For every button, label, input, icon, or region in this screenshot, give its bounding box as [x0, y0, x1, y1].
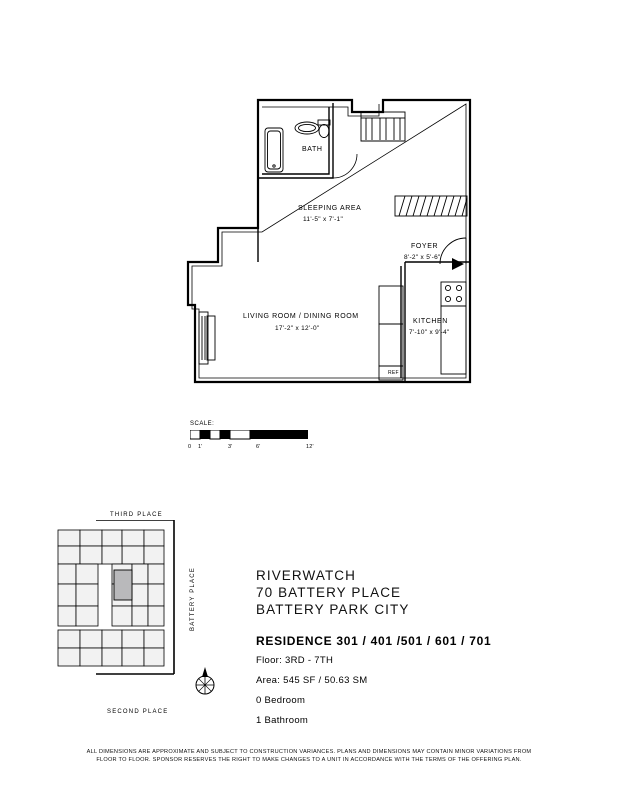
- residence-info-block: [256, 567, 556, 728]
- residence-number: RESIDENCE 301 / 401 /501 / 601 / 701: [256, 634, 492, 648]
- building-name: RIVERWATCH: [256, 568, 357, 583]
- neighborhood: BATTERY PARK CITY: [256, 602, 410, 617]
- scale-tick-3: 3': [228, 444, 233, 450]
- room-label-sleeping-area: SLEEPING AREA: [298, 205, 362, 212]
- scale-tick-0: 0: [188, 444, 192, 450]
- disclaimer: [0, 748, 618, 764]
- bathroom-count: 1 Bathroom: [256, 715, 309, 726]
- room-label-kitchen: KITCHEN: [413, 318, 448, 325]
- room-label-foyer: FOYER: [411, 243, 439, 250]
- keyplan-street-top: THIRD PLACE: [110, 512, 163, 518]
- key-plan-diagram: [50, 520, 200, 720]
- scale-label: SCALE:: [190, 421, 215, 427]
- room-dim-foyer: 8'-2" x 5'-6": [404, 254, 441, 261]
- keyplan-street-right: BATTERY PLACE: [190, 567, 196, 631]
- bedroom-count: 0 Bedroom: [256, 695, 306, 706]
- scale-tick-6: 6': [256, 444, 261, 450]
- appliance-label-refrigerator: REF: [388, 370, 399, 376]
- room-dim-living-dining: 17'-2" x 12'-0": [275, 325, 320, 332]
- scale-tick-1: 1': [198, 444, 203, 450]
- address-line: 70 BATTERY PLACE: [256, 585, 402, 600]
- disclaimer-line-2: FLOOR TO FLOOR. SPONSOR RESERVES THE RIGHT TO MAKE CHANGES TO A UNIT IN ACCORDANCE WITH THE TERMS OF THE OFFERING PLAN.: [96, 757, 522, 763]
- scale-bar: [190, 430, 330, 444]
- floor-info: Floor: 3RD - 7TH: [256, 655, 334, 666]
- disclaimer-line-1: ALL DIMENSIONS ARE APPROXIMATE AND SUBJECT TO CONSTRUCTION VARIANCES. PLANS AND DIMENSIONS MAY CONTAIN MINOR VARIATIONS FROM: [86, 749, 532, 755]
- keyplan-highlighted-unit: [114, 570, 132, 600]
- room-dim-kitchen: 7'-10" x 9'-4": [409, 329, 450, 336]
- scale-tick-12: 12': [306, 444, 314, 450]
- area-info: Area: 545 SF / 50.63 SM: [256, 675, 368, 686]
- compass-rose-icon: [190, 665, 220, 697]
- keyplan-street-bottom: SECOND PLACE: [107, 709, 169, 715]
- room-dim-sleeping-area: 11'-5" x 7'-1": [303, 216, 344, 223]
- room-label-living-dining: LIVING ROOM / DINING ROOM: [243, 313, 359, 320]
- room-label-bath: BATH: [302, 146, 323, 153]
